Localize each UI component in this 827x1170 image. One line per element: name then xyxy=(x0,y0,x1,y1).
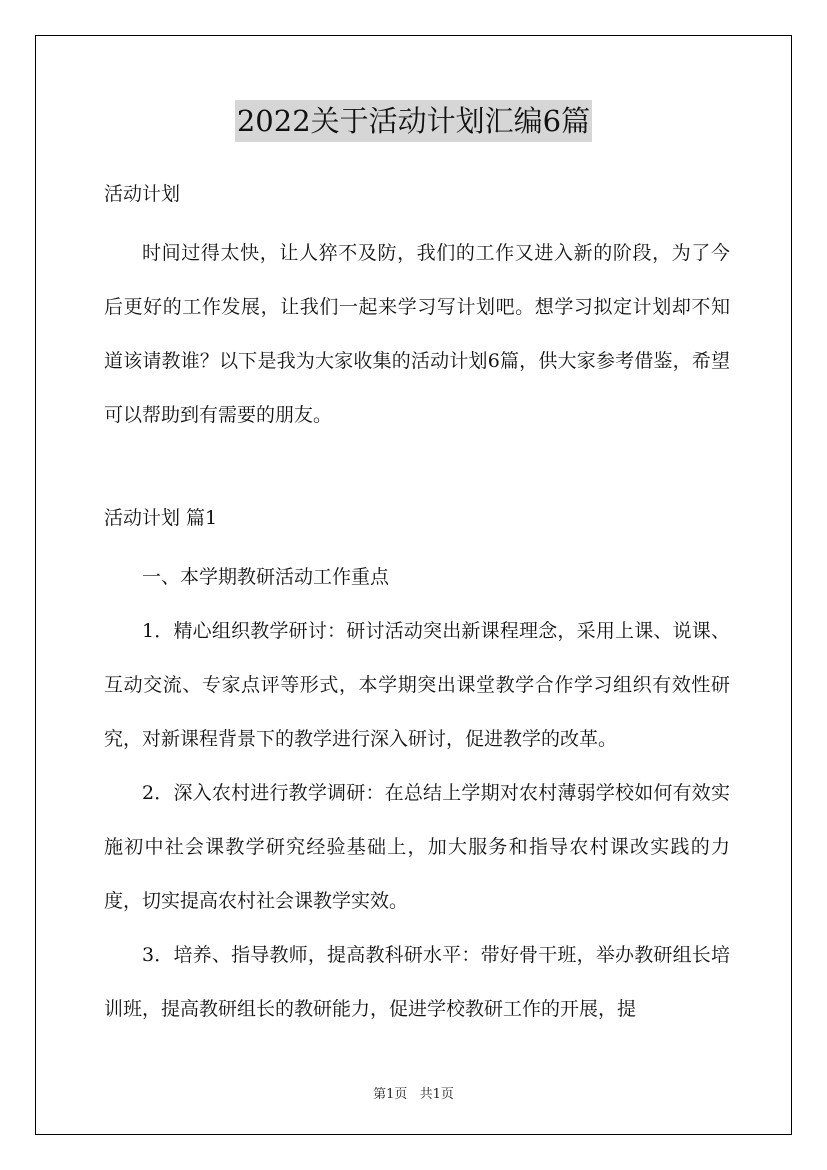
document-title: 2022关于活动计划汇编6篇 xyxy=(235,100,592,142)
item-text: 3．培养、指导教师，提高教科研水平：带好骨干班，举办教研组长培训班，提高教研组长的教研能力，促进学校教研工作的开展，提 xyxy=(104,944,730,1020)
intro-text: 时间过得太快，让人猝不及防，我们的工作又进入新的阶段，为了今后更好的工作发展，让我们一起来学习写计划吧。想学习拟定计划却不知道该请教谁？以下是我为大家收集的活动计划6篇，供大家参考借鉴，希望可以帮助到有需要的朋友。 xyxy=(104,242,730,426)
item-paragraph-2 xyxy=(104,766,730,928)
article-heading: 活动计划 篇1 xyxy=(104,507,218,529)
item-paragraph-3 xyxy=(104,928,730,1036)
section-label: 活动计划 xyxy=(104,183,181,205)
item-text: 2．深入农村进行教学调研：在总结上学期对农村薄弱学校如何有效实施初中社会课教学研究经验基础上，加大服务和指导农村课改实践的力度，切实提高农村社会课教学实效。 xyxy=(104,782,730,912)
intro-paragraph xyxy=(104,226,730,442)
total-pages: 共1页 xyxy=(419,1087,454,1102)
page-number: 第1页 xyxy=(373,1087,408,1102)
spacer xyxy=(104,442,730,496)
document-body xyxy=(104,172,730,1036)
subheading-text: 一、本学期教研活动工作重点 xyxy=(142,566,390,588)
item-text: 1．精心组织教学研讨：研讨活动突出新课程理念，采用上课、说课、互动交流、专家点评等形式，本学期突出课堂教学合作学习组织有效性研究，对新课程背景下的教学进行深入研讨，促进教学的改革。 xyxy=(104,620,730,750)
subheading-paragraph xyxy=(104,550,730,604)
item-paragraph-1 xyxy=(104,604,730,766)
title-container xyxy=(0,100,827,142)
page-footer xyxy=(0,1083,827,1102)
